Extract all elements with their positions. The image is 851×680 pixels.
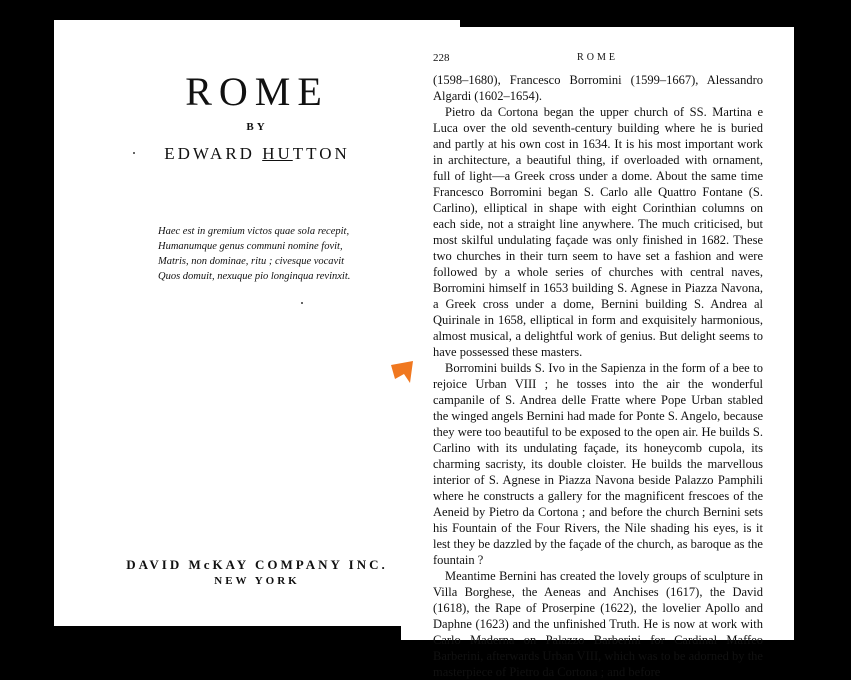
paragraph: (1598–1680), Francesco Borromini (1599–1667), Alessandro Algardi (1602–1654). bbox=[433, 73, 763, 103]
author-last-part: TTON bbox=[292, 144, 350, 163]
paragraph: Borromini builds S. Ivo in the Sapienza in the form of a bee to rejoice Urban VIII ; he tosses into the air the wonderful campanile of S. Andrea delle Fratte where Pope Urban stabled the winged angels Bernini had made for Ponte S. Angelo, because they were too beautiful to be exposed to the open air. He builds S. Carlino with its undulating façade, its honeycomb cupola, its charming sacristy, its double cloister. He builds the marvellous interior of S. Agnese in Piazza Navona beside Palazzo Pamphili where he constructs a gallery for the magnificent frescoes of the Aeneid by Pietro da Cortona ; and before the church Bernini sets his Fountain of the Four Rivers, the Nile shading his eyes, is it lest they be dazzled by the façade of the church, as baroque as the fountain ? bbox=[433, 361, 763, 567]
publisher-city: NEW YORK bbox=[214, 575, 300, 587]
paragraph: Meantime Bernini has created the lovely groups of sculpture in Villa Borghese, the Aeneas and Anchises (1617), the David (1618), the Rape of Proserpine (1622), the lovelier Apollo and Daphne (1623) and the unfinished Truth. He is now at work with Carlo Maderna on Palazzo Barberini for Cardinal Maffeo Barberini, afterwards Urban VIII, which was to be adorned by the masterpiece of Pietro da Cortona ; and before bbox=[433, 569, 763, 679]
epigraph bbox=[158, 224, 350, 284]
ink-speck bbox=[301, 302, 303, 304]
epigraph-line: Quos domuit, nexuque pio longinqua revinxit. bbox=[158, 271, 351, 282]
epigraph-line: Haec est in gremium victos quae sola recepit, bbox=[158, 226, 350, 237]
paragraph: Pietro da Cortona began the upper church of SS. Martina e Luca over the old seventh-century building where he is buried and partly at his own cost in 1634. It is his most important work in architecture, a beautiful thing, if overloaded with ornament, full of light—a Greek cross under a dome. About the same time Francesco Borromini began S. Carlo alle Quattro Fontane (S. Carlino), elliptical in shape with eight Corinthian columns on each side, not a straight line anywhere. The much criticised, but most skilful undulating façade was only finished in 1682. These two churches in their turn seem to have set a fashion and were followed by a whole series of churches with central naves, Borromini himself in 1653 building S. Agnese in Piazza Navona, a Greek cross under a dome, Bernini building S. Andrea al Quirinale in 1658, elliptical in form and exquisitely harmonious, almost musical, a delightful work of genius. But delight seems to have possessed these masters. bbox=[433, 105, 763, 359]
mouse-cursor-icon bbox=[389, 359, 417, 385]
author-first-part: EDWARD bbox=[164, 144, 263, 163]
ink-speck bbox=[133, 152, 135, 154]
text-page bbox=[401, 27, 794, 679]
title-page bbox=[54, 20, 460, 626]
epigraph-line: Matris, non dominae, ritu ; civesque vocavit bbox=[158, 256, 345, 267]
publisher-name: DAVID McKAY COMPANY INC. bbox=[126, 557, 388, 572]
author-name bbox=[54, 144, 460, 164]
page-header bbox=[433, 52, 762, 66]
book-title: ROME bbox=[185, 69, 329, 114]
page-number: 228 bbox=[433, 52, 450, 64]
running-head: ROME bbox=[577, 52, 618, 63]
by-line: BY bbox=[246, 121, 268, 133]
body-text bbox=[433, 72, 763, 680]
epigraph-line: Humanumque genus communi nomine fovit, bbox=[158, 241, 343, 252]
author-underlined-part: HU bbox=[262, 144, 293, 163]
